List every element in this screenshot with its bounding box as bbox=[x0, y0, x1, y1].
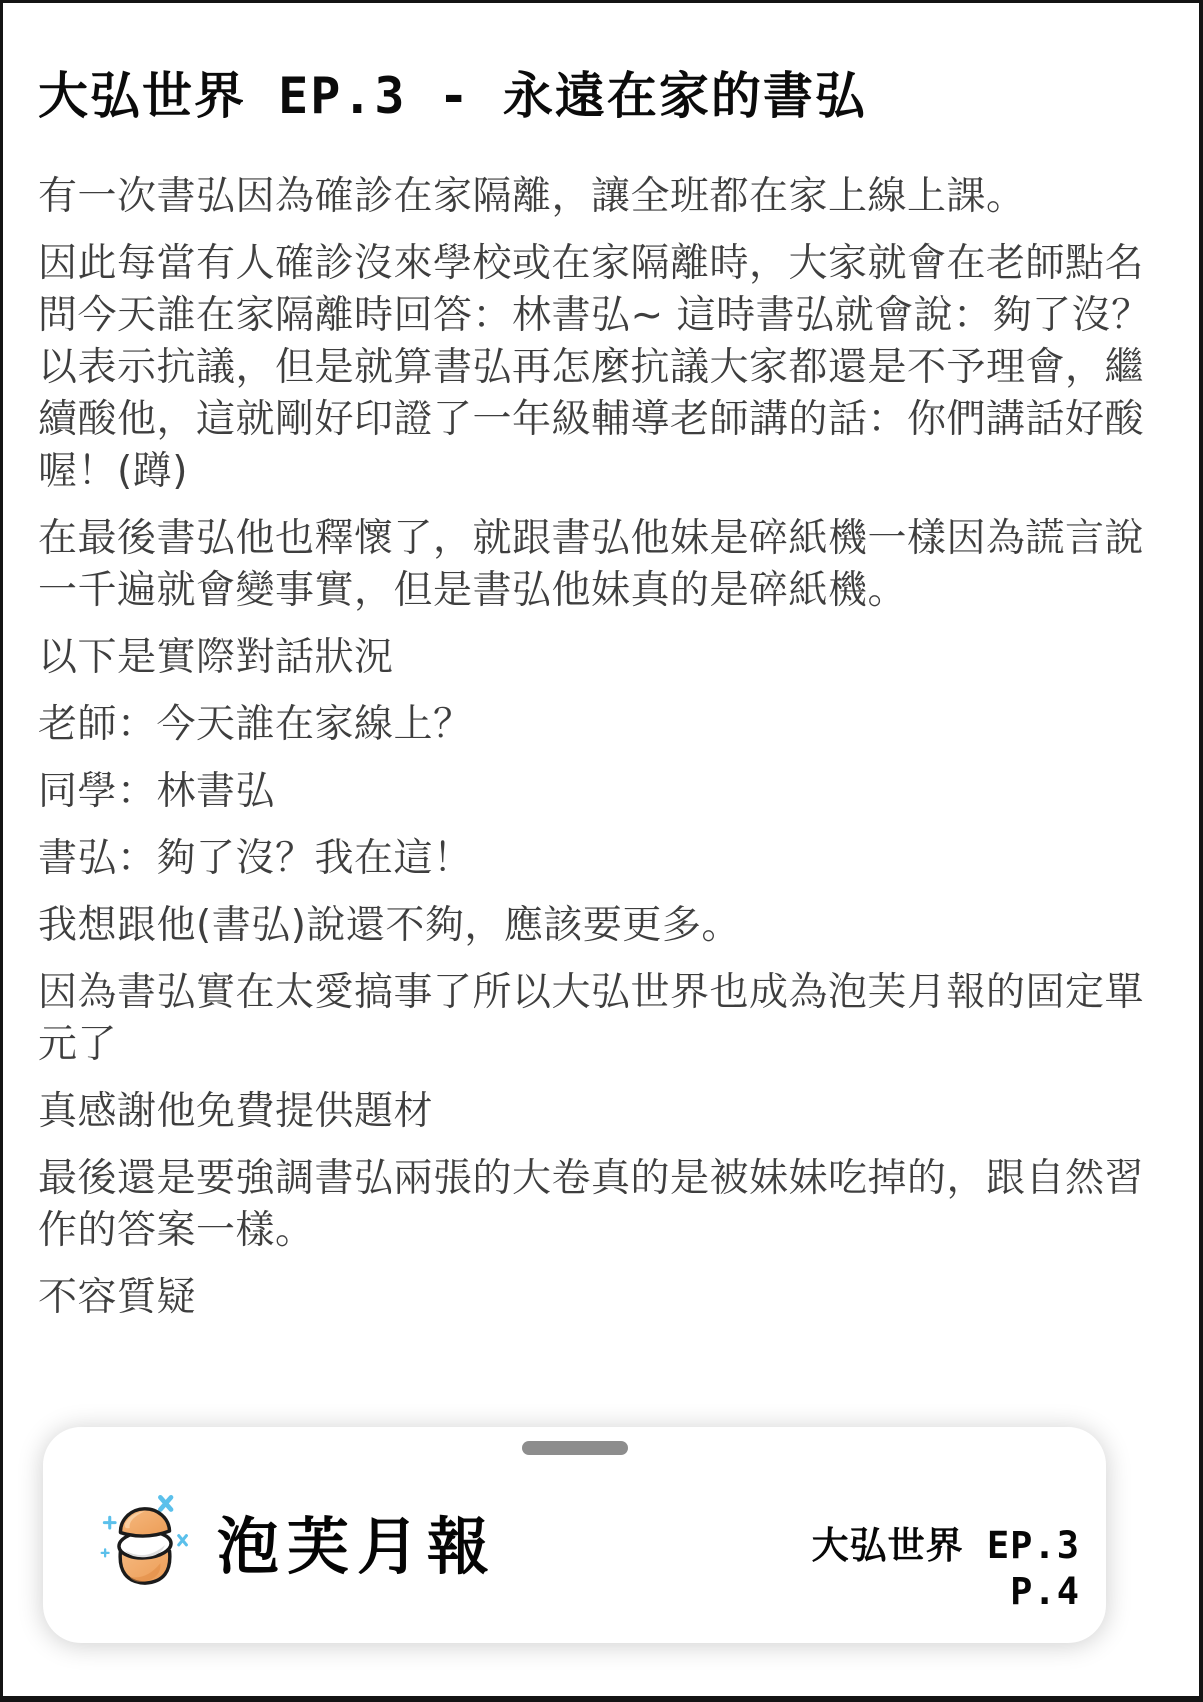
body-paragraph: 真感謝他免費提供題材 bbox=[38, 1089, 434, 1134]
body-paragraph: 以下是實際對話狀況 bbox=[38, 635, 394, 680]
body-paragraph: 最後還是要強調書弘兩張的大卷真的是被妹妹吃掉的，跟自然習作的答案一樣。 bbox=[38, 1156, 1145, 1253]
dialogue-line-shuhong: 書弘：夠了沒？我在這！ bbox=[38, 836, 473, 881]
article-body bbox=[38, 171, 1171, 1324]
dialogue-line-teacher: 老師：今天誰在家線上？ bbox=[38, 702, 473, 747]
cream-puff-icon bbox=[99, 1489, 191, 1593]
body-paragraph: 因為書弘實在太愛搞事了所以大弘世界也成為泡芙月報的固定單元了 bbox=[38, 970, 1145, 1067]
page-number-label: P.4 bbox=[1010, 1570, 1080, 1613]
dialogue-line-classmates: 同學：林書弘 bbox=[38, 769, 276, 814]
body-paragraph: 我想跟他(書弘)說還不夠，應該要更多。 bbox=[38, 903, 741, 948]
article bbox=[38, 63, 1171, 1339]
brand-row bbox=[99, 1489, 497, 1593]
footer-banner-card bbox=[43, 1427, 1106, 1643]
footer-meta bbox=[812, 1523, 1080, 1615]
body-paragraph: 在最後書弘他也釋懷了，就跟書弘他妹是碎紙機一樣因為謊言說一千遍就會變事實，但是書弘他妹真的是碎紙機。 bbox=[38, 516, 1145, 613]
drag-handle[interactable] bbox=[522, 1441, 628, 1455]
body-paragraph: 因此每當有人確診沒來學校或在家隔離時，大家就會在老師點名問今天誰在家隔離時回答：林書弘~ 這時書弘就會說：夠了沒？以表示抗議，但是就算書弘再怎麼抗議大家都還是不予理會，繼續酸他，這就剛好印證了一年級輔導老師講的話：你們講話好酸喔！(蹲) bbox=[38, 241, 1151, 494]
body-paragraph: 有一次書弘因為確診在家隔離，讓全班都在家上線上課。 bbox=[38, 174, 1026, 219]
brand-logo-text: 泡芙月報 bbox=[217, 1509, 498, 1583]
page-title: 大弘世界 EP.3 - 永遠在家的書弘 bbox=[38, 67, 867, 125]
body-paragraph: 不容質疑 bbox=[38, 1275, 197, 1320]
series-label: 大弘世界 EP.3 bbox=[811, 1524, 1080, 1567]
